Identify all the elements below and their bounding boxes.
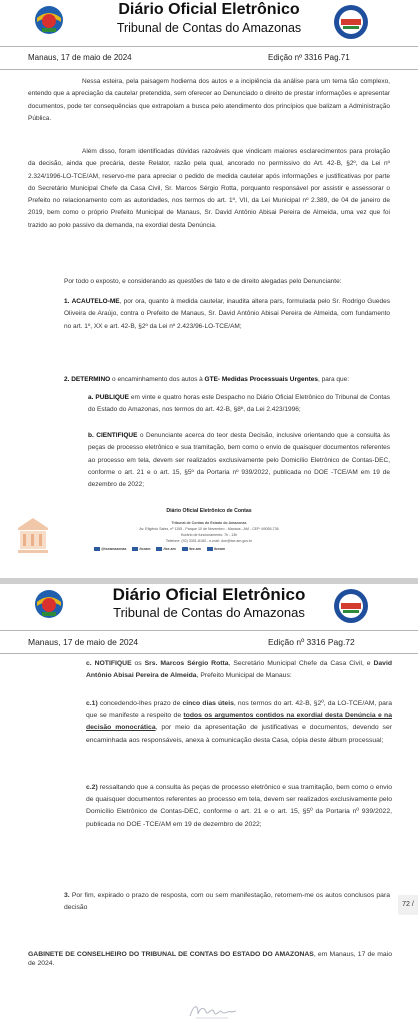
list-text: , por meio da apresentação de justificativas e documentos, devendo ser encaminhada aos responsáveis, anexa à comunicação desta Casa, cópia deste álbum processual; xyxy=(86,724,392,744)
page-header xyxy=(0,0,418,46)
facebook-icon xyxy=(132,547,138,551)
instagram-icon xyxy=(94,547,100,551)
edition-date: Manaus, 17 de maio de 2024 xyxy=(28,637,139,647)
list-item-1 xyxy=(64,296,390,333)
social-handle: /tce-am xyxy=(188,547,201,551)
social-handle: /tceam xyxy=(139,547,151,551)
list-number: 2. xyxy=(64,376,70,383)
page-footer xyxy=(0,508,418,574)
person-name: David Antônio Abisai Pereira de Almeida xyxy=(86,660,392,680)
social-link[interactable] xyxy=(182,547,201,551)
list-text: o Denunciante acerca do teor desta Decisão, inclusive orientando que a consulta às peças de processo eletrônico e sua tramitação, bem como o envio de quaisquer documentos referentes ao processo em tela, devem ser realizados exclusivamente pelo Domicílio Eletrônico de Contas-DEC, conforme o art. 21 e o art. 15, §5º da Portaria nº 939/2022, publicada no DOE -TCE/AM em 19 de dezembro de 2022; xyxy=(88,432,391,489)
footer-line: Tribunal de Contas do Estado do Amazonas xyxy=(171,521,247,525)
page-72 xyxy=(0,584,418,1024)
publication-subtitle: Tribunal de Contas do Amazonas xyxy=(116,21,302,35)
list-text: , por ora, quanto à medida cautelar, inaudita altera pars, formulada pelo Sr. Rodrigo Guedes Oliveira de Araújo, contra o Prefeito de Manaus, Sr. David Antônio Abisai Pereira de Almeida, com fundamento no art. 1º, XX e art. 42-B, §2º da Lei nº 2.423/96-LO-TCE/AM; xyxy=(64,298,391,330)
person-name: Srs. Marcos Sérgio Rotta xyxy=(144,660,229,667)
publication-title: Diário Oficial Eletrônico xyxy=(118,1,300,18)
edition-bar xyxy=(0,630,418,654)
list-item-3 xyxy=(64,890,390,914)
list-item-c xyxy=(86,658,392,682)
list-keyword: CIENTIFIQUE xyxy=(96,432,138,439)
edition-bar xyxy=(0,46,418,70)
closing-statement xyxy=(28,950,392,968)
list-keyword: GTE- Medidas Processuais Urgentes xyxy=(204,376,318,383)
list-letter: c.2) xyxy=(86,784,98,791)
list-text: , para que: xyxy=(317,376,350,383)
list-text: os xyxy=(131,660,145,667)
list-item-2 xyxy=(64,374,390,386)
list-letter: a. xyxy=(88,394,94,401)
social-handle: /tce-am xyxy=(163,547,176,551)
list-text: o encaminhamento dos autos à xyxy=(110,376,205,383)
list-keyword: ACAUTELO-ME xyxy=(71,298,120,305)
social-link[interactable] xyxy=(94,547,126,551)
list-item-a xyxy=(88,392,390,417)
tce-seal-logo xyxy=(333,4,369,40)
list-letter: c. xyxy=(86,660,92,667)
list-keyword: DETERMINO xyxy=(71,376,111,383)
list-text: , Prefeito Municipal de Manaus: xyxy=(196,672,292,680)
paragraph: Além disso, foram identificadas dúvidas razoáveis que vindicam maiores esclarecimentos para prolação da decisão, ainda que precária, deste Relator, razão pela qual, ancorado no permissivo do Art. 42-B, §2º, da Lei nº 2.324/1996-LO-TCE/AM, reservo-me para apreciar o pedido de medida cautelar após informações e justificativas por parte do Secretário Municipal Chefe da Casa Civil, Sr. Marcos Sérgio Rotta, porquanto responsável por assistir e assessorar o Prefeito no relacionamento com as autoridades, nos termos do art. 1º, VII, da Lei Municipal nº 2.389, de 04 de janeiro de 2019, bem como o próprio Prefeito Municipal de Manaus, Sr. David Antônio Abisai Pereira de Almeida, uma vez que foi trazido ao polo passivo da demanda, na exordial desta Denúncia. xyxy=(28,148,390,229)
edition-date: Manaus, 17 de maio de 2024 xyxy=(28,53,132,62)
list-number: 1. xyxy=(64,298,70,305)
list-item-b xyxy=(88,430,390,491)
list-text: em vinte e quatro horas este Despacho no Diário Oficial Eletrônico do Tribunal de Contas do Estado do Amazonas, nos termos do art. 42-B, §8º, da Lei 2.423/1996; xyxy=(88,394,391,414)
list-keyword: PUBLIQUE xyxy=(95,394,129,401)
list-text: ressaltando que a consulta às peças de processo eletrônico e sua tramitação, bem como o envio de quaisquer documentos referentes ao processo em tela, devem ser realizados exclusivamente pelo Domicílio Eletrônico de Contas-DEC, conforme o art. 21 e o art. 15, §5º da Portaria nº 939/2022, publicada no DOE -TCE/AM em 19 de dezembro de 2022; xyxy=(86,784,392,828)
list-text: concedendo-lhes prazo de xyxy=(97,700,183,707)
footer-hours: Horário de funcionamento: 7h - 13h xyxy=(180,533,238,537)
handwritten-signature xyxy=(188,1000,238,1022)
edition-page: Edição nº 3316 Pag.72 xyxy=(268,637,355,647)
paragraph: Nessa esteira, pela paisagem hodierna dos autos e a incipiência da análise para um tema tão complexo, entendo que a apreciação da cautelar pretendida, sem oferecer ao Denunciado o direito de prestar informações e apresentar documentos, pode ter consequências que extrapolam a busca pelo atendimento dos princípios que balizam a Administração Pública. xyxy=(28,78,390,122)
deadline-text: cinco dias úteis xyxy=(182,700,234,707)
footer-address: Av. Efigênio Sales, nº 1155 - Parque 10 de Novembro - Manaus - AM - CEP: 69055-736 xyxy=(139,527,279,531)
publication-title: Diário Oficial Eletrônico xyxy=(112,585,306,604)
list-item-c1 xyxy=(86,698,392,747)
list-text: , nos termos do art. 42-B, §2º, da LO-TCE/AM, para que se manifeste a respeito de xyxy=(86,700,393,720)
youtube-icon xyxy=(156,547,162,551)
edition-page: Edição nº 3316 Pag.71 xyxy=(268,53,350,62)
social-handle: @tceamazonas xyxy=(101,547,127,551)
footer-contact: Telefone: (92) 3301-8180 - e-mail: doe@tce.am.gov.br xyxy=(165,539,253,543)
tce-seal-logo xyxy=(333,588,369,624)
social-link[interactable] xyxy=(156,547,175,551)
emphasis-text: todos os argumentos contidos na exordial desta Denúncia e na decisão monocrática xyxy=(86,712,392,732)
list-number: 3. xyxy=(64,892,70,899)
flickr-icon xyxy=(182,547,188,551)
cabinet-name: GABINETE DE CONSELHEIRO DO TRIBUNAL DE CONTAS DO ESTADO DO AMAZONAS xyxy=(28,951,314,958)
list-text: Por fim, expirado o prazo de resposta, com ou sem manifestação, retornem-me os autos conclusos para decisão xyxy=(64,892,390,912)
list-keyword: NOTIFIQUE xyxy=(94,660,132,667)
closing-date: , em Manaus, 17 de maio de 2024. xyxy=(28,951,392,967)
list-letter: c.1) xyxy=(86,700,98,707)
page-indicator-tab[interactable]: 72 / xyxy=(398,895,418,915)
list-text: , Secretário Municipal Chefe da Casa Civil, e xyxy=(228,660,374,667)
social-link[interactable] xyxy=(207,547,225,551)
paragraph: Por todo o exposto, e considerando as questões de fato e de direito alegadas pelo Denunciante: xyxy=(64,278,342,285)
footer-title: Diário Oficial Eletrônico de Contas xyxy=(166,508,252,514)
social-handle: /tceam xyxy=(213,547,226,551)
publication-subtitle: Tribunal de Contas do Amazonas xyxy=(113,605,305,620)
footer-social-links xyxy=(94,547,230,551)
list-letter: b. xyxy=(88,432,94,439)
list-item-c2 xyxy=(86,782,392,831)
social-link[interactable] xyxy=(132,547,150,551)
twitter-icon xyxy=(207,547,213,551)
page-header xyxy=(0,584,418,630)
